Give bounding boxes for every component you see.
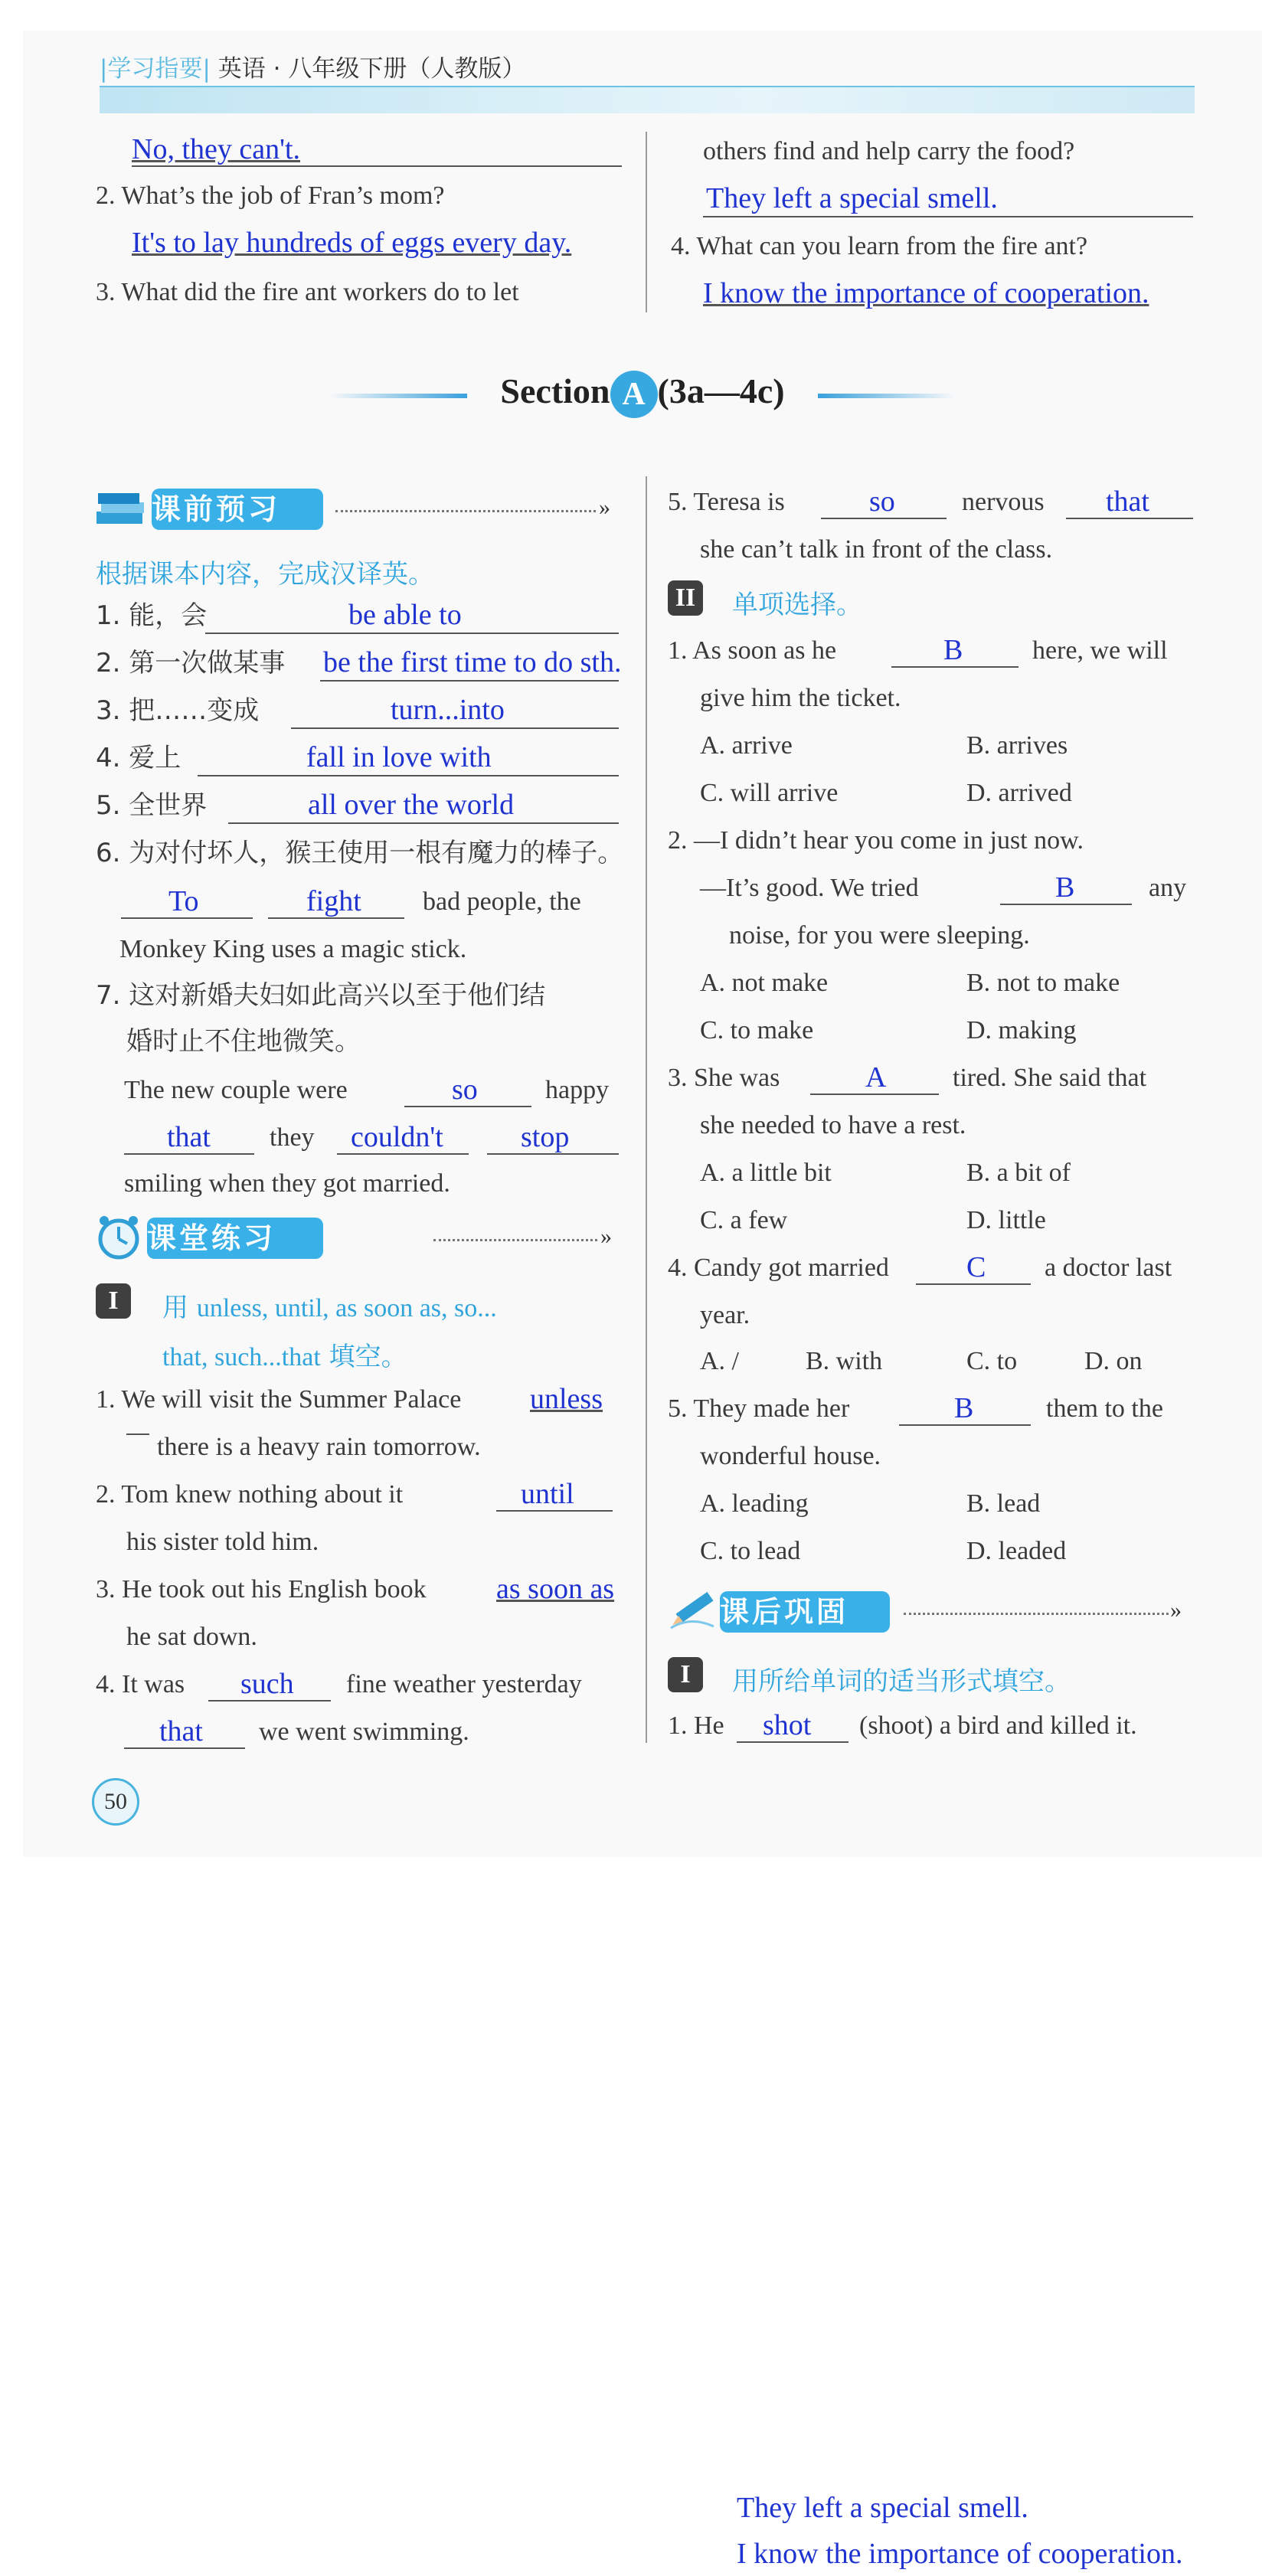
mc2-stem4: noise, for you were sleeping.	[729, 921, 1030, 950]
answer-line	[737, 1741, 848, 1743]
header-tag: 学习指要	[107, 55, 203, 83]
preview-item-4: 4. 爱上	[96, 743, 181, 773]
preview-item-6-line2: Monkey King uses a magic stick.	[119, 935, 467, 963]
mc3-stem1: 3. She was	[668, 1064, 780, 1092]
mc4-answer: C	[966, 1251, 986, 1283]
right-q5a: 5. Teresa is	[668, 488, 785, 516]
class-q4-answer1: such	[240, 1668, 294, 1700]
dotted-rule	[904, 1613, 1169, 1615]
clock-icon	[95, 1213, 142, 1260]
preview-ans-6b: fight	[306, 885, 361, 917]
answer-q4: I know the importance of cooperation.	[703, 277, 1149, 309]
class-q1-answer: unless	[530, 1383, 603, 1415]
mc2-stem3: any	[1149, 874, 1187, 902]
class-q2a: 2. Tom knew nothing about it	[96, 1480, 404, 1509]
mc1-option-b[interactable]: B. arrives	[966, 731, 1068, 760]
preview-instruction: 根据课本内容，完成汉译英。	[96, 559, 434, 590]
preview-ans-3: turn...into	[391, 694, 505, 726]
preview-item-7-l1: The new couple were	[124, 1076, 348, 1104]
mc1-option-d[interactable]: D. arrived	[966, 779, 1072, 807]
class-q2b: his sister told him.	[126, 1528, 319, 1556]
mc2-stem2: —It’s good. We tried	[700, 874, 919, 902]
preview-item-6: 6. 为对付坏人，猴王使用一根有魔力的棒子。	[96, 838, 624, 868]
class-q2-answer: until	[521, 1478, 574, 1510]
class-q4a: 4. It was	[96, 1670, 185, 1698]
mc3-option-b[interactable]: B. a bit of	[966, 1159, 1071, 1187]
answer-line	[132, 165, 622, 167]
answer-line	[404, 1106, 531, 1107]
class-q3a: 3. He took out his English book	[96, 1575, 427, 1603]
preview-item-7-happy: happy	[545, 1076, 610, 1104]
roman-numeral-1: I	[96, 1283, 131, 1319]
mc5-stem1: 5. They made her	[668, 1394, 850, 1423]
class-q3-answer: as soon as	[496, 1573, 615, 1605]
preview-item-5: 5. 全世界	[96, 790, 208, 821]
preview-item-3: 3. 把……变成	[96, 695, 260, 726]
mc1-option-c[interactable]: C. will arrive	[700, 779, 839, 807]
instr-cn2: 填空。	[329, 1342, 407, 1372]
preview-title: 课前预习	[152, 489, 323, 530]
mc5-stem2: them to the	[1046, 1394, 1163, 1423]
answer-line	[228, 822, 619, 824]
mc5-option-a[interactable]: A. leading	[700, 1489, 809, 1518]
mc4-option-d[interactable]: D. on	[1084, 1347, 1143, 1375]
answer-line	[126, 1433, 149, 1435]
answer-line	[124, 1153, 254, 1155]
answer-q2: It's to lay hundreds of eggs every day.	[132, 227, 572, 259]
answer-line	[891, 666, 1019, 668]
mc4-option-b[interactable]: B. with	[806, 1347, 883, 1375]
roman-numeral-3: I	[668, 1657, 703, 1692]
preview-ans-7d: stop	[521, 1121, 570, 1153]
after-title: 课后巩固	[720, 1591, 890, 1633]
mc4-stem3: year.	[700, 1301, 750, 1329]
bottom-line-1: They left a special smell.	[737, 2492, 1028, 2524]
mc5-stem3: wonderful house.	[700, 1442, 881, 1470]
answer-line	[703, 216, 1193, 217]
mc5-option-c[interactable]: C. to lead	[700, 1537, 801, 1565]
preview-ans-5: all over the world	[308, 789, 515, 821]
mc2-option-b[interactable]: B. not to make	[966, 969, 1120, 997]
right-q5-answer2: that	[1106, 485, 1149, 518]
section-range: (3a—4c)	[657, 371, 785, 410]
section-word: Section	[500, 371, 610, 410]
mc2-option-a[interactable]: A. not make	[700, 969, 829, 997]
preview-item-7-they: they	[270, 1123, 315, 1152]
class-title: 课堂练习	[147, 1218, 323, 1259]
preview-ans-1: be able to	[348, 599, 462, 631]
answer-line	[205, 633, 619, 634]
mc3-option-a[interactable]: A. a little bit	[700, 1159, 832, 1187]
bottom-line-2: I know the importance of cooperation.	[737, 2538, 1183, 2570]
instr-words: unless, until, as soon as, so...	[196, 1294, 497, 1322]
chevron-right-icon: »	[1170, 1597, 1182, 1623]
answer-q3: They left a special smell.	[706, 182, 998, 214]
header-book: 英语 · 八年级下册（人教版）	[217, 55, 526, 83]
answer-line	[208, 1700, 331, 1702]
right-q5b: nervous	[962, 488, 1045, 516]
class-q4-answer2: that	[159, 1715, 203, 1747]
after-q1a: 1. He	[668, 1711, 724, 1740]
answer-line	[1066, 518, 1193, 519]
preview-ans-7c: couldn't	[351, 1121, 443, 1153]
chevron-right-icon: »	[599, 495, 610, 520]
roman-numeral-2: II	[668, 580, 703, 616]
after-q1-answer: shot	[763, 1709, 812, 1741]
preview-item-1: 1. 能，会	[96, 600, 208, 631]
class-q3b: he sat down.	[126, 1623, 257, 1651]
chevron-right-icon: »	[600, 1224, 612, 1249]
answer-line	[121, 917, 253, 919]
mc5-answer: B	[954, 1392, 974, 1424]
class-q4c: we went swimming.	[259, 1718, 469, 1746]
dotted-rule	[335, 510, 596, 512]
header-band	[100, 86, 1195, 113]
answer-line	[337, 1153, 469, 1155]
mc2-answer: B	[1055, 871, 1075, 904]
preview-item-7-l3: smiling when they got married.	[124, 1169, 450, 1198]
preview-ans-6a: To	[168, 885, 199, 917]
pencil-icon	[668, 1585, 723, 1631]
class-q1a: 1. We will visit the Summer Palace	[96, 1385, 462, 1414]
preview-item-7-cn1: 7. 这对新婚夫妇如此高兴以至于他们结	[96, 980, 546, 1011]
mc3-answer: A	[865, 1061, 887, 1093]
mc1-stem1: 1. As soon as he	[668, 636, 837, 665]
after-q1b: (shoot) a bird and killed it.	[859, 1711, 1137, 1740]
mc2-option-d[interactable]: D. making	[966, 1016, 1077, 1044]
answer-line	[899, 1424, 1031, 1426]
after-instruction: 用所给单词的适当形式填空。	[732, 1666, 1071, 1697]
mc5-option-b[interactable]: B. lead	[966, 1489, 1041, 1518]
instr-words2: that, such...that	[162, 1343, 321, 1371]
right-q5-answer1: so	[869, 485, 895, 518]
answer-line	[916, 1283, 1031, 1285]
answer-cant: No, they can't.	[132, 133, 301, 165]
section-title	[0, 371, 1285, 418]
preview-ans-4: fall in love with	[306, 741, 492, 773]
question-2: 2. What’s the job of Fran’s mom?	[96, 181, 445, 210]
mc3-stem3: she needed to have a rest.	[700, 1111, 966, 1139]
class-q4b: fine weather yesterday	[346, 1670, 582, 1698]
answer-line	[487, 1153, 619, 1155]
answer-line	[320, 680, 619, 682]
answer-line	[291, 727, 619, 729]
preview-ans-7b: that	[167, 1121, 211, 1153]
column-divider	[646, 132, 647, 312]
mc1-stem2: here, we will	[1032, 636, 1168, 665]
mc3-stem2: tired. She said that	[953, 1064, 1147, 1092]
mc1-stem3: give him the ticket.	[700, 684, 901, 712]
mc3-option-d[interactable]: D. little	[966, 1206, 1046, 1234]
answer-line	[821, 518, 947, 519]
answer-line	[198, 775, 619, 776]
preview-item-7-cn2: 婚时止不住地微笑。	[126, 1026, 361, 1057]
question-3-cont: others find and help carry the food?	[703, 137, 1075, 165]
answer-line	[496, 1510, 613, 1512]
page-number: 50	[92, 1778, 139, 1826]
class-instruction-2	[162, 1335, 407, 1373]
answer-line	[268, 917, 404, 919]
mc4-stem1: 4. Candy got married	[668, 1254, 889, 1282]
mc4-stem2: a doctor last	[1045, 1254, 1172, 1282]
mc4-option-a[interactable]: A. /	[700, 1347, 739, 1375]
mc1-answer: B	[943, 634, 963, 666]
mc3-option-c[interactable]: C. a few	[700, 1206, 788, 1234]
preview-ans-7a: so	[452, 1074, 478, 1106]
mc2-option-c[interactable]: C. to make	[700, 1016, 814, 1044]
mc5-option-d[interactable]: D. leaded	[966, 1537, 1067, 1565]
question-4: 4. What can you learn from the fire ant?	[671, 232, 1088, 260]
right-q5c: she can’t talk in front of the class.	[700, 535, 1053, 564]
class-instruction	[162, 1286, 497, 1324]
section-letter: A	[610, 371, 658, 418]
mc1-option-a[interactable]: A. arrive	[700, 731, 793, 760]
books-icon	[95, 490, 149, 528]
answer-line	[810, 1093, 939, 1095]
page-header: |学习指要| 英语 · 八年级下册（人教版）	[100, 55, 526, 83]
answer-line	[124, 1747, 245, 1749]
mc-title: 单项选择。	[732, 590, 862, 620]
instr-cn: 用	[162, 1293, 188, 1323]
preview-item-2: 2. 第一次做某事	[96, 648, 286, 678]
answer-line	[1000, 904, 1132, 905]
question-3: 3. What did the fire ant workers do to let	[96, 278, 519, 306]
preview-ans-2: be the first time to do sth.	[323, 646, 622, 678]
mc4-option-c[interactable]: C. to	[966, 1347, 1018, 1375]
column-divider	[646, 476, 647, 1743]
preview-item-6-rest: bad people, the	[423, 888, 581, 916]
dotted-rule	[433, 1239, 597, 1241]
class-q1b: there is a heavy rain tomorrow.	[157, 1433, 481, 1461]
mc2-stem1: 2. —I didn’t hear you come in just now.	[668, 826, 1084, 855]
